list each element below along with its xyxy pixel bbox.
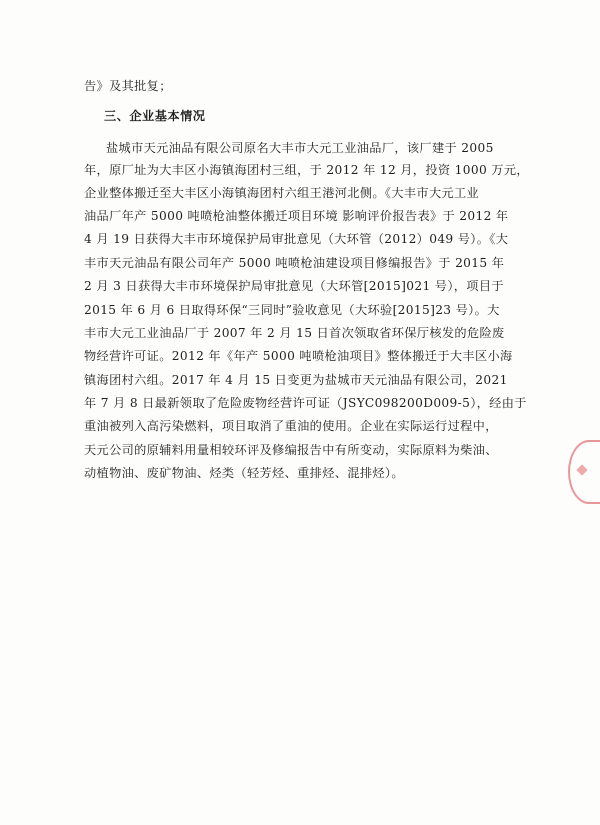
text-line-3: 年，原厂址为大丰区小海镇海团村三组，于 2012 年 12 月，投资 1000 万元， [84, 163, 529, 177]
text-line-7: 丰市天元油品有限公司年产 5000 吨喷枪油建设项目修编报告》于 2015 年 [84, 256, 505, 270]
text-line-2: 盐城市天元油品有限公司原名大丰市大元工业油品厂，该厂建于 2005 [106, 141, 494, 155]
text-line-9: 2015 年 6 月 6 日取得环保“三同时”验收意见（大环验[2015]23 号）。大 [84, 303, 500, 317]
text-line-6: 4 月 19 日获得大丰市环境保护局审批意见（大环管（2012）049 号）。《大 [84, 232, 509, 246]
text-line-15: 天元公司的原辅料用量相较环评及修编报告中有所变动，实际原料为柴油、 [84, 443, 498, 457]
text-line-8: 2 月 3 日获得大丰市环境保护局审批意见（大环管[2015]021 号），项目于 [84, 279, 504, 293]
text-line-10: 丰市大元工业油品厂于 2007 年 2 月 15 日首次领取省环保厅核发的危险废 [84, 326, 505, 340]
text-line-12: 镇海团村六组。2017 年 4 月 15 日变更为盐城市天元油品有限公司，2021 [84, 373, 508, 387]
text-line-4: 企业整体搬迁至大丰区小海镇海团村六组王港河北侧。《大丰市大元工业 [84, 186, 480, 200]
text-line-14: 重油被列入高污染燃料，项目取消了重油的使用。企业在实际运行过程中， [84, 419, 498, 433]
section-heading: 三、企业基本情况 [104, 109, 206, 123]
text-line-1: 告》及其批复； [84, 79, 172, 93]
text-line-13: 年 7 月 8 日最新领取了危险废物经营许可证（JSYC098200D009-5），经由于 [84, 396, 527, 410]
text-line-16: 动植物油、废矿物油、烃类（轻芳烃、重排烃、混排烃）。 [84, 466, 404, 480]
text-line-11: 物经营许可证。2012 年《年产 5000 吨喷枪油项目》整体搬迁于大丰区小海 [84, 349, 513, 363]
text-line-5: 油品厂年产 5000 吨喷枪油整体搬迁项目环境 影响评价报告表》于 2012 年 [84, 209, 509, 223]
